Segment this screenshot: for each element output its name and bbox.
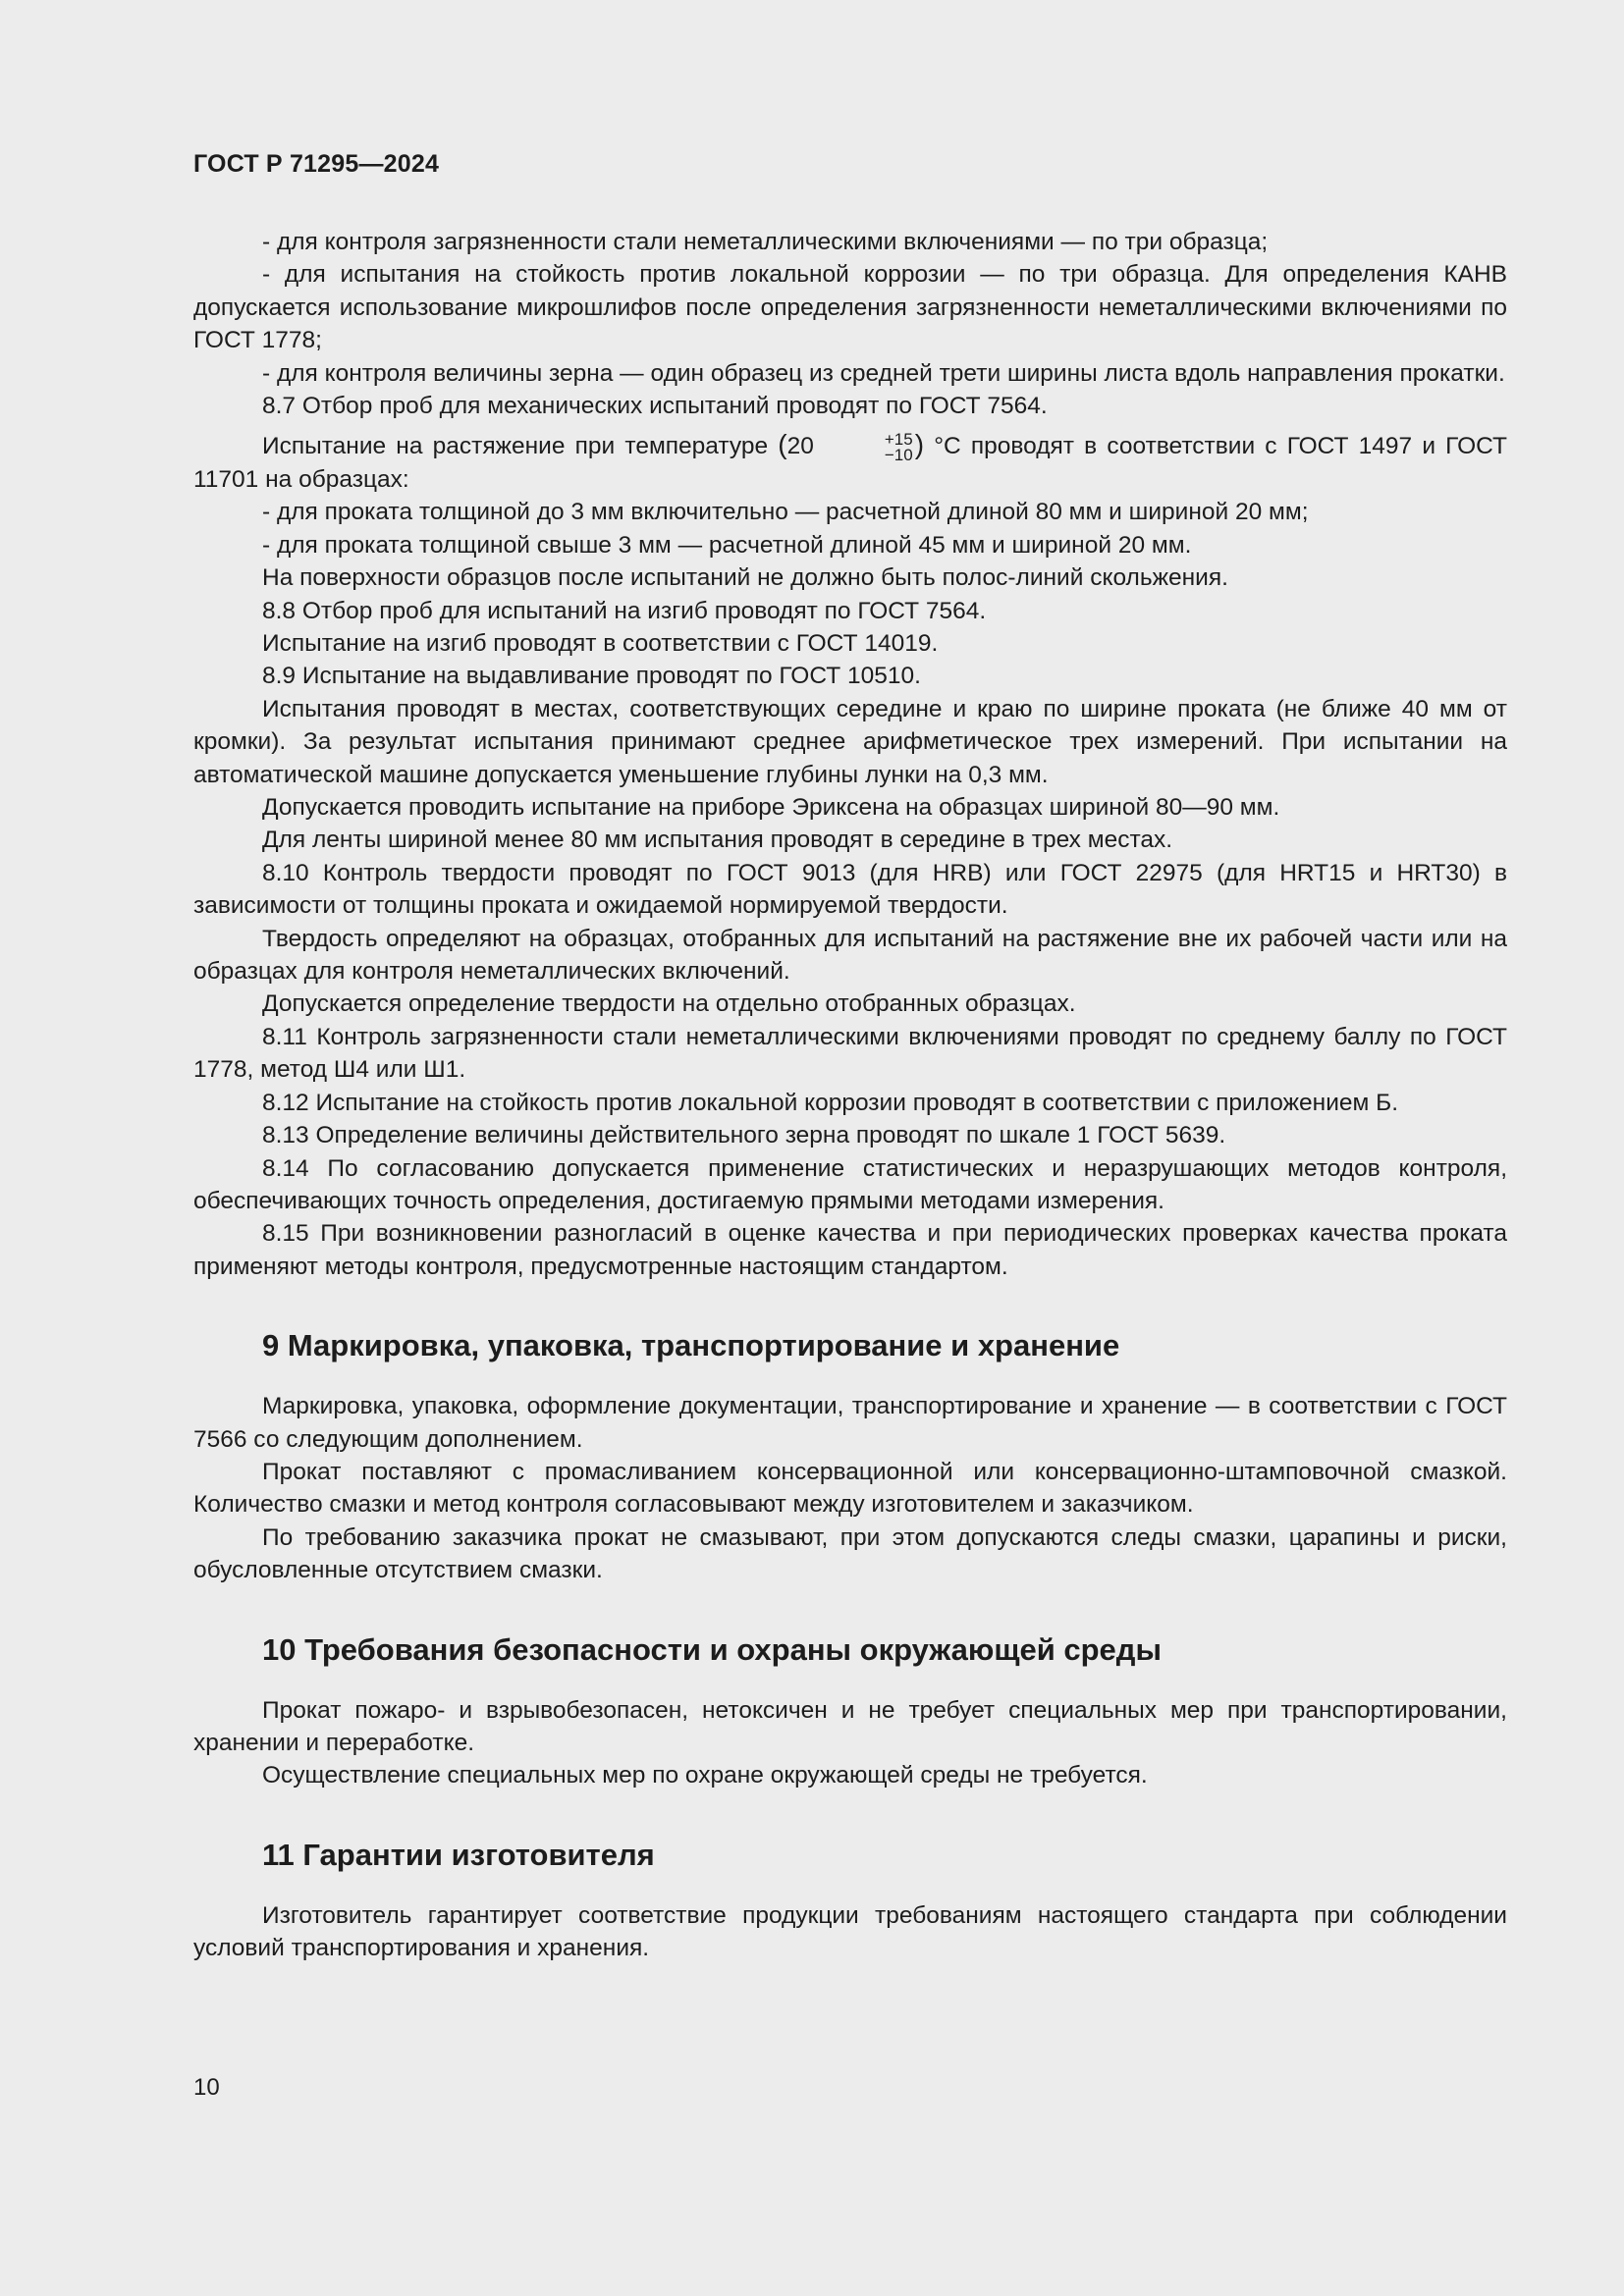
tensile-text-before: Испытание на растяжение при температуре [262,433,779,460]
document-body [193,226,1507,1965]
paragraph: 8.15 При возникновении разногласий в оценке качества и при периодических проверках качества проката применяют методы контроля, предусмотренные настоящим стандартом. [193,1220,1507,1280]
paragraph: Допускается определение твердости на отдельно отобранных образцах. [262,990,1076,1018]
paragraph: 8.14 По согласованию допускается применение статистических и неразрушающих методов контроля, обеспечивающих точность определения, достигаемую прямыми методами измерения. [193,1154,1507,1214]
page-number: 10 [193,2074,220,2101]
paragraph: Твердость определяют на образцах, отобранных для испытаний на растяжение вне их рабочей части или на образцах для контроля неметаллических включений. [193,925,1507,986]
paragraph: Допускается проводить испытание на приборе Эриксена на образцах шириной 80—90 мм. [262,794,1280,822]
temperature-base: 20 [786,433,814,460]
paragraph: Прокат пожаро- и взрывобезопасен, нетоксичен и не требует специальных мер при транспортировании, хранении и переработке. [193,1696,1507,1756]
section-10-heading: 10 Требования безопасности и охраны окружающей среды [262,1631,1162,1667]
temperature-tolerance [816,429,913,464]
tensile-paragraph [193,428,1507,496]
paragraph: - для испытания на стойкость против локальной коррозии — по три образца. Для определения КАНВ допускается использование микрошлифов после определения загрязненности неметаллическими включениями по ГОСТ 1778; [193,261,1507,354]
paragraph: 8.7 Отбор проб для механических испытаний проводят по ГОСТ 7564. [262,393,1048,420]
paragraph: 8.9 Испытание на выдавливание проводят по ГОСТ 10510. [262,663,921,690]
paragraph: 8.8 Отбор проб для испытаний на изгиб проводят по ГОСТ 7564. [262,597,987,624]
paragraph: Осуществление специальных мер по охране окружающей среды не требуется. [262,1762,1148,1789]
paragraph: - для проката толщиной свыше 3 мм — расчетной длиной 45 мм и шириной 20 мм. [262,531,1192,559]
paragraph: 8.11 Контроль загрязненности стали неметаллическими включениями проводят по среднему баллу по ГОСТ 1778, метод Ш4 или Ш1. [193,1023,1507,1084]
paragraph: На поверхности образцов после испытаний не должно быть полос-линий скольжения. [262,564,1228,592]
section-9-heading: 9 Маркировка, упаковка, транспортирование и хранение [262,1328,1120,1363]
paragraph: 8.13 Определение величины действительного зерна проводят по шкале 1 ГОСТ 5639. [262,1122,1226,1149]
paragraph: Изготовитель гарантирует соответствие продукции требованиям настоящего стандарта при соблюдении условий транспортирования и хранения. [193,1901,1507,1962]
paragraph: - для контроля загрязненности стали неметаллическими включениями — по три образца; [262,229,1269,255]
paragraph: Для ленты шириной менее 80 мм испытания проводят в середине в трех местах. [262,827,1173,854]
paragraph: 8.10 Контроль твердости проводят по ГОСТ 9013 (для HRB) или ГОСТ 22975 (для HRT15 и HRT30) в зависимости от толщины проката и ожидаемой нормируемой твердости. [193,859,1507,920]
tolerance-lower: −10 [884,445,913,464]
section-11-heading: 11 Гарантии изготовителя [262,1837,655,1872]
formula-paren-close: ) [914,429,925,460]
paragraph: Испытания проводят в местах, соответствующих середине и краю по ширине проката (не ближе 40 мм от кромки). За результат испытания принимают среднее арифметическое трех измерений. При испытании на автоматической машине допускается уменьшение глубины лунки на 0,3 мм. [193,695,1507,788]
paragraph: Испытание на изгиб проводят в соответствии с ГОСТ 14019. [262,630,939,657]
document-header: ГОСТ Р 71295—2024 [193,150,440,178]
paragraph: По требованию заказчика прокат не смазывают, при этом допускаются следы смазки, царапины и риски, обусловленные отсутствием смазки. [193,1523,1507,1584]
paragraph: 8.12 Испытание на стойкость против локальной коррозии проводят в соответствии с приложением Б. [262,1089,1399,1116]
tensile-text-after: °С проводят в соответствии с ГОСТ 1497 и ГОСТ 11701 на образцах: [193,433,1507,493]
paragraph: Прокат поставляют с промасливанием консервационной или консервационно-штамповочной смазкой. Количество смазки и метод контроля согласовывают между изготовителем и заказчиком. [193,1458,1507,1519]
paragraph: - для контроля величины зерна — один образец из средней трети ширины листа вдоль направления прокатки. [262,359,1505,387]
formula-paren-open: ( [778,429,787,460]
paragraph: Маркировка, упаковка, оформление документации, транспортирование и хранение — в соответствии с ГОСТ 7566 со следующим дополнением. [193,1393,1507,1453]
tolerance-upper: +15 [884,429,913,449]
paragraph: - для проката толщиной до 3 мм включительно — расчетной длиной 80 мм и шириной 20 мм; [262,499,1309,526]
